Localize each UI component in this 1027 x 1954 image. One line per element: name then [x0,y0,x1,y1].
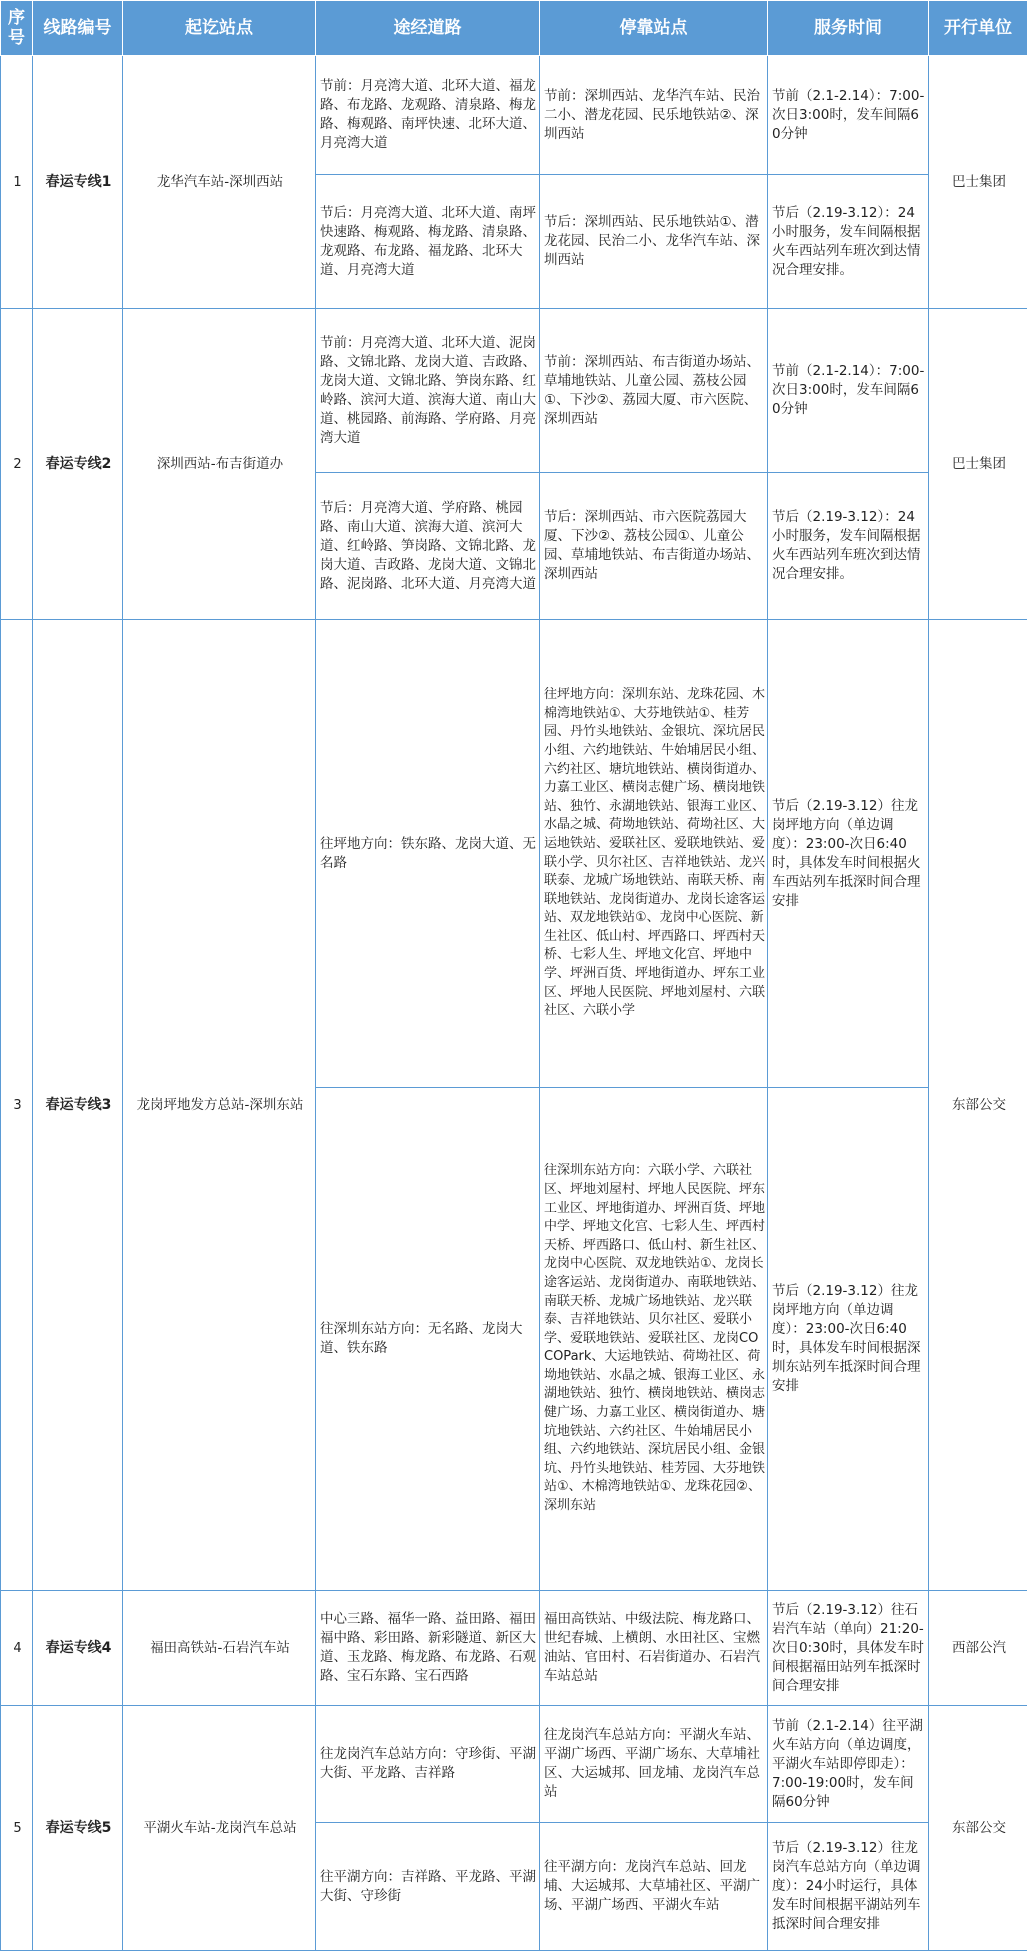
route-roads: 节前：月亮湾大道、北环大道、泥岗路、文锦北路、龙岗大道、吉政路、龙岗大道、文锦北路、笋岗东路、红岭路、滨河大道、滨海大道、南山大道、桃园路、前海路、学府路、月亮湾大道 [316,309,540,473]
route-endpoints: 深圳西站-布吉街道办 [123,309,316,620]
table-row [1,1591,1027,1706]
route-endpoints: 龙华汽车站-深圳西站 [123,56,316,309]
route-stops: 往深圳东站方向：六联小学、六联社区、坪地刘屋村、坪地人民医院、坪东工业区、坪地街道办、坪洲百货、坪地中学、坪地文化宫、七彩人生、坪西村天桥、坪西路口、低山村、新生社区、龙岗中心医院、双龙地铁站①、龙岗长途客运站、龙岗街道办、南联地铁站、南联天桥、龙城广场地铁站、龙兴联泰、吉祥地铁站、贝尔社区、爱联小学、爱联地铁站、爱联社区、龙岗COCOPark、大运地铁站、荷坳社区、荷坳地铁站、水晶之城、银海工业区、永湖地铁站、独竹、横岗地铁站、横岗志健广场、力嘉工业区、横岗街道办、塘坑地铁站、六约社区、牛始埔居民小组、六约地铁站、深坑居民小组、金银坑、丹竹头地铁站、桂芳园、大芬地铁站①、木棉湾地铁站①、龙珠花园②、深圳东站 [540,1088,768,1591]
route-service: 节后（2.19-3.12）：24小时服务，发车间隔根据火车西站列车班次到达情况合理安排。 [768,175,929,309]
route-index: 5 [1,1706,33,1951]
route-roads: 中心三路、福华一路、益田路、福田福中路、彩田路、新彩隧道、新区大道、玉龙路、梅龙路、布龙路、石观路、宝石东路、宝石西路 [316,1591,540,1706]
table-row [1,56,1027,175]
route-service: 节前（2.1-2.14）：7:00-次日3:00时，发车间隔60分钟 [768,56,929,175]
route-operator: 西部公汽 [929,1591,1027,1706]
route-stops: 节后：深圳西站、市六医院荔园大厦、下沙②、荔枝公园①、儿童公园、草埔地铁站、布吉街道办场站、深圳西站 [540,473,768,620]
route-line: 春运专线1 [33,56,123,309]
header-service: 服务时间 [768,1,929,56]
route-stops: 节前：深圳西站、龙华汽车站、民治二小、潜龙花园、民乐地铁站②、深圳西站 [540,56,768,175]
route-line: 春运专线4 [33,1591,123,1706]
route-stops: 往平湖方向：龙岗汽车总站、回龙埔、大运城邦、大草埔社区、平湖广场、平湖广场西、平湖火车站 [540,1823,768,1951]
route-endpoints: 龙岗坪地发方总站-深圳东站 [123,620,316,1591]
route-index: 2 [1,309,33,620]
route-service: 节后（2.19-3.12）往龙岗坪地方向（单边调度）：23:00-次日6:40时，具体发车时间根据深圳东站列车抵深时间合理安排 [768,1088,929,1591]
header-stops: 停靠站点 [540,1,768,56]
table-row [1,309,1027,473]
route-roads: 节前：月亮湾大道、北环大道、福龙路、布龙路、龙观路、清泉路、梅龙路、梅观路、南坪快速、北环大道、月亮湾大道 [316,56,540,175]
route-endpoints: 平湖火车站-龙岗汽车总站 [123,1706,316,1951]
route-service: 节前（2.1-2.14）：7:00-次日3:00时，发车间隔60分钟 [768,309,929,473]
table-row [1,620,1027,1088]
header-roads: 途经道路 [316,1,540,56]
route-index: 3 [1,620,33,1591]
route-line: 春运专线3 [33,620,123,1591]
route-roads: 往坪地方向：铁东路、龙岗大道、无名路 [316,620,540,1088]
route-roads: 节后：月亮湾大道、学府路、桃园路、南山大道、滨海大道、滨河大道、红岭路、笋岗路、文锦北路、龙岗大道、吉政路、龙岗大道、文锦北路、泥岗路、北环大道、月亮湾大道 [316,473,540,620]
header-endpoints: 起讫站点 [123,1,316,56]
route-operator: 东部公交 [929,1706,1027,1951]
route-line: 春运专线2 [33,309,123,620]
route-stops: 节前：深圳西站、布吉街道办场站、草埔地铁站、儿童公园、荔枝公园①、下沙②、荔园大厦、市六医院、深圳西站 [540,309,768,473]
route-stops: 往坪地方向：深圳东站、龙珠花园、木棉湾地铁站①、大芬地铁站①、桂芳园、丹竹头地铁站、金银坑、深坑居民小组、六约地铁站、牛始埔居民小组、六约社区、塘坑地铁站、横岗街道办、力嘉工业区、横岗志健广场、横岗地铁站、独竹、永湖地铁站、银海工业区、水晶之城、荷坳地铁站、荷坳社区、大运地铁站、爱联社区、爱联地铁站、爱联小学、贝尔社区、吉祥地铁站、龙兴联泰、龙城广场地铁站、南联天桥、南联地铁站、龙岗街道办、龙岗长途客运站、双龙地铁站①、龙岗中心医院、新生社区、低山村、坪西路口、坪西村天桥、七彩人生、坪地文化宫、坪地中学、坪洲百货、坪地街道办、坪东工业区、坪地人民医院、坪地刘屋村、六联社区、六联小学 [540,620,768,1088]
route-operator: 巴士集团 [929,309,1027,620]
route-index: 1 [1,56,33,309]
route-service: 节前（2.1-2.14）往平湖火车站方向（单边调度，平湖火车站即停即走）：7:00-19:00时，发车间隔60分钟 [768,1706,929,1823]
route-service: 节后（2.19-3.12）：24小时服务，发车间隔根据火车西站列车班次到达情况合理安排。 [768,473,929,620]
route-operator: 东部公交 [929,620,1027,1591]
header-operator: 开行单位 [929,1,1027,56]
route-service: 节后（2.19-3.12）往龙岗坪地方向（单边调度）：23:00-次日6:40时，具体发车时间根据火车西站列车抵深时间合理安排 [768,620,929,1088]
route-stops: 往龙岗汽车总站方向：平湖火车站、平湖广场西、平湖广场东、大草埔社区、大运城邦、回龙埔、龙岗汽车总站 [540,1706,768,1823]
header-row [1,1,1027,56]
route-operator: 巴士集团 [929,56,1027,309]
route-stops: 节后：深圳西站、民乐地铁站①、潜龙花园、民治二小、龙华汽车站、深圳西站 [540,175,768,309]
route-endpoints: 福田高铁站-石岩汽车站 [123,1591,316,1706]
header-idx: 序号 [1,1,33,56]
route-service: 节后（2.19-3.12）往龙岗汽车总站方向（单边调度）：24小时运行，具体发车时间根据平湖站列车抵深时间合理安排 [768,1823,929,1951]
route-roads: 往龙岗汽车总站方向：守珍街、平湖大街、平龙路、吉祥路 [316,1706,540,1823]
route-service: 节后（2.19-3.12）往石岩汽车站（单向）21:20-次日0:30时，具体发车时间根据福田站列车抵深时间合理安排 [768,1591,929,1706]
route-roads: 节后：月亮湾大道、北环大道、南坪快速路、梅观路、梅龙路、清泉路、龙观路、布龙路、福龙路、北环大道、月亮湾大道 [316,175,540,309]
route-roads: 往深圳东站方向：无名路、龙岗大道、铁东路 [316,1088,540,1591]
route-line: 春运专线5 [33,1706,123,1951]
table-row [1,1706,1027,1823]
header-line: 线路编号 [33,1,123,56]
route-roads: 往平湖方向：吉祥路、平龙路、平湖大街、守珍街 [316,1823,540,1951]
route-stops: 福田高铁站、中级法院、梅龙路口、世纪春城、上横朗、水田社区、宝燃油站、官田村、石岩街道办、石岩汽车站总站 [540,1591,768,1706]
route-index: 4 [1,1591,33,1706]
